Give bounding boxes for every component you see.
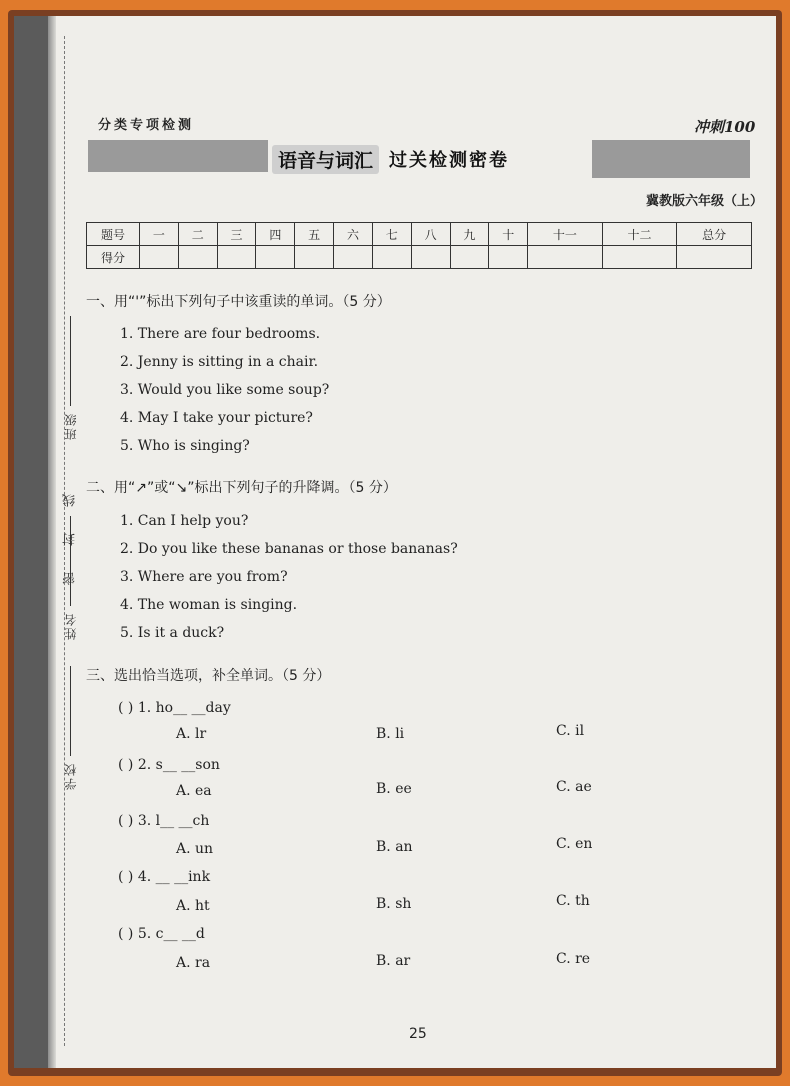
option-a[interactable]: A. ra xyxy=(176,955,211,971)
section2-title: 二、用“↗”或“↘”标出下列句子的升降调。（5 分） xyxy=(86,480,397,496)
school-field-label: 学校 xyxy=(63,762,78,790)
section2-item[interactable]: 5. Is it a duck? xyxy=(120,625,225,641)
score-header-cell: 五 xyxy=(295,223,334,246)
option-b[interactable]: B. ar xyxy=(376,953,411,969)
score-cell[interactable] xyxy=(140,246,179,269)
title-rest: 过关检测密卷 xyxy=(389,150,510,171)
section1-item[interactable]: 1. There are four bedrooms. xyxy=(120,326,321,342)
section2-item[interactable]: 2. Do you like these bananas or those bananas? xyxy=(120,541,458,557)
school-field[interactable] xyxy=(54,666,86,790)
score-cell[interactable] xyxy=(677,246,752,269)
section2-item[interactable]: 1. Can I help you? xyxy=(120,513,249,529)
score-row-label: 得分 xyxy=(87,246,140,269)
score-header-cell: 十二 xyxy=(602,223,677,246)
score-header-cell: 十 xyxy=(489,223,528,246)
section2-item[interactable]: 3. Where are you from? xyxy=(120,569,288,585)
score-cell[interactable] xyxy=(450,246,489,269)
option-c[interactable]: C. re xyxy=(556,951,591,967)
section1-item[interactable]: 2. Jenny is sitting in a chair. xyxy=(120,354,319,370)
option-c[interactable]: C. th xyxy=(556,893,590,909)
section1-item[interactable]: 3. Would you like some soup? xyxy=(120,382,330,398)
score-cell[interactable] xyxy=(217,246,256,269)
section3-stem[interactable]: ( ) 2. s__ __son xyxy=(118,757,220,773)
seal-char-mi: 密 xyxy=(62,572,78,585)
option-a[interactable]: A. un xyxy=(176,841,214,857)
section1-item[interactable]: 4. May I take your picture? xyxy=(120,410,313,426)
section3-stem[interactable]: ( ) 1. ho__ __day xyxy=(118,700,231,716)
score-header-cell: 十一 xyxy=(528,223,603,246)
score-header-cell: 题号 xyxy=(87,223,140,246)
school-field-line xyxy=(70,666,71,756)
section1-title: 一、用“'”标出下列句子中该重读的单词。（5 分） xyxy=(86,294,391,310)
score-header-cell: 九 xyxy=(450,223,489,246)
score-header-cell: 二 xyxy=(178,223,217,246)
score-cell[interactable] xyxy=(602,246,677,269)
class-field-line xyxy=(70,316,71,406)
page-number: 25 xyxy=(409,1026,427,1042)
score-cell[interactable] xyxy=(334,246,373,269)
name-field-label: 姓名 xyxy=(63,612,78,640)
option-c[interactable]: C. en xyxy=(556,836,593,852)
section3-stem[interactable]: ( ) 4. __ __ink xyxy=(118,869,211,885)
score-cell[interactable] xyxy=(411,246,450,269)
option-b[interactable]: B. ee xyxy=(376,781,412,797)
section3-stem[interactable]: ( ) 3. l__ __ch xyxy=(118,813,210,829)
score-cell[interactable] xyxy=(178,246,217,269)
option-a[interactable]: A. lr xyxy=(176,726,207,742)
section1-item[interactable]: 5. Who is singing? xyxy=(120,438,250,454)
score-table-score-row xyxy=(87,246,752,269)
category-label: 分类专项检测 xyxy=(98,118,195,133)
score-cell[interactable] xyxy=(489,246,528,269)
seal-line-text xyxy=(54,494,86,585)
score-header-cell: 七 xyxy=(372,223,411,246)
section2-item[interactable]: 4. The woman is singing. xyxy=(120,597,298,613)
page-title xyxy=(272,144,509,174)
score-cell[interactable] xyxy=(256,246,295,269)
option-b[interactable]: B. li xyxy=(376,726,405,742)
seal-char-feng: 封 xyxy=(62,533,78,546)
header-bar-right xyxy=(592,140,750,178)
score-table-header-row xyxy=(87,223,752,246)
score-header-cell: 一 xyxy=(140,223,179,246)
score-header-cell: 总分 xyxy=(677,223,752,246)
binding-strip xyxy=(14,16,48,1068)
seal-char-xian: 线 xyxy=(62,494,78,507)
option-b[interactable]: B. sh xyxy=(376,896,412,912)
class-field-label: 班级 xyxy=(63,412,78,440)
score-table xyxy=(86,222,752,269)
option-a[interactable]: A. ea xyxy=(176,783,212,799)
option-a[interactable]: A. ht xyxy=(176,898,210,914)
option-c[interactable]: C. ae xyxy=(556,779,592,795)
edition-label: 冀教版六年级（上） xyxy=(646,194,764,209)
section3-stem[interactable]: ( ) 5. c__ __d xyxy=(118,926,205,942)
section3-title: 三、选出恰当选项，补全单词。（5 分） xyxy=(86,668,331,684)
option-b[interactable]: B. an xyxy=(376,839,413,855)
score-header-cell: 三 xyxy=(217,223,256,246)
score-cell[interactable] xyxy=(295,246,334,269)
class-field[interactable] xyxy=(54,316,86,440)
title-highlight: 语音与词汇 xyxy=(272,145,379,174)
option-c[interactable]: C. il xyxy=(556,723,585,739)
score-cell[interactable] xyxy=(528,246,603,269)
score-cell[interactable] xyxy=(372,246,411,269)
score-header-cell: 八 xyxy=(411,223,450,246)
worksheet-page xyxy=(14,16,776,1068)
score-header-cell: 四 xyxy=(256,223,295,246)
badge-label: 冲刺100 xyxy=(694,118,756,136)
header-bar-left xyxy=(88,140,268,172)
score-header-cell: 六 xyxy=(334,223,373,246)
